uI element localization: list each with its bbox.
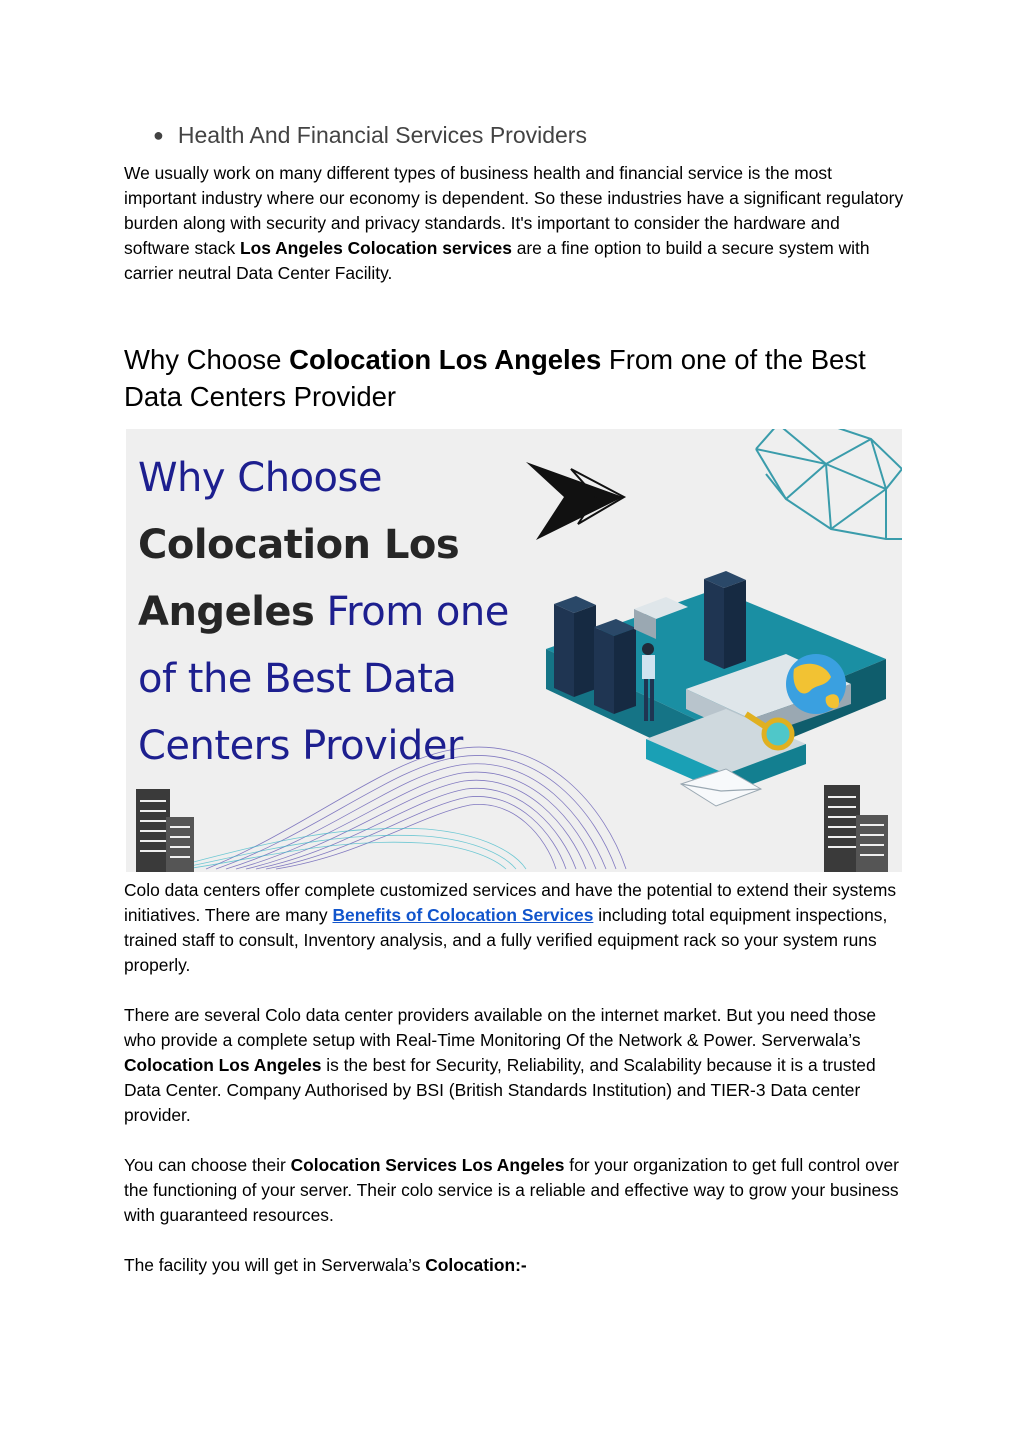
para4-text-end: for your organization to get full control over the functioning of your server. Their colo service is a reliable and effective way to grow your business with guaranteed resources. <box>124 1155 899 1225</box>
paragraph-health-financial <box>124 161 904 286</box>
heading-text: Why Choose <box>124 344 290 375</box>
para1-bold-keyword: Los Angeles Colocation services <box>239 238 512 258</box>
building-icon <box>824 785 888 872</box>
para5-text: The facility you will get in Serverwala’s <box>124 1255 426 1275</box>
para2-text: Colo data centers offer complete customized services and have the potential to extend their systems initiatives. There are many <box>124 880 897 925</box>
bullet-marker: ● <box>153 125 164 145</box>
para4-text: You can choose their <box>124 1155 291 1175</box>
bullet-text: Health And Financial Services Providers <box>177 122 587 148</box>
para4-bold-keyword: Colocation Services Los Angeles <box>290 1155 565 1175</box>
banner-line-2: Colocation Los <box>138 522 460 568</box>
paragraph-colo-benefits <box>124 878 904 978</box>
para3-bold-keyword: Colocation Los Angeles <box>124 1055 322 1075</box>
geodesic-sphere-icon <box>756 429 902 539</box>
banner-line-5: Centers Provider <box>138 723 463 769</box>
section-heading <box>124 341 904 415</box>
heading-bold: Colocation Los Angeles <box>289 344 602 375</box>
para2-text-end: including total equipment inspections, trained staff to consult, Inventory analysis, and a fully verified equipment rack so your system runs properly. <box>124 905 888 975</box>
banner-line-3-bold: Angeles <box>138 589 315 635</box>
banner-line-1: Why Choose <box>138 455 382 501</box>
globe-icon <box>786 654 846 714</box>
banner-image <box>126 429 902 872</box>
banner-line-3 <box>138 579 558 646</box>
paragraph-choose-services <box>124 1153 904 1228</box>
building-icon <box>136 789 194 872</box>
para3-text-end: is the best for Security, Reliability, and Scalability because it is a trusted Data Center. Company Authorised by BSI (British Standards Institution) and TIER-3 Data center provider. <box>124 1055 876 1125</box>
para3-text: There are several Colo data center providers available on the internet market. But you need those who provide a complete setup with Real-Time Monitoring Of the Network & Power. Serverwala’s <box>124 1005 877 1050</box>
benefits-of-colocation-link[interactable]: Benefits of Colocation Services <box>332 905 594 925</box>
heading-text-end: From one of the Best Data Centers Provider <box>124 344 866 412</box>
para5-bold-keyword: Colocation:- <box>425 1255 527 1275</box>
paragraph-providers <box>124 1003 904 1128</box>
banner-title <box>138 445 558 780</box>
paragraph-facility-intro <box>124 1253 904 1278</box>
banner-line-4: of the Best Data <box>138 656 457 702</box>
banner-line-3-rest: From one <box>314 589 509 635</box>
para1-text-end: are a fine option to build a secure system with carrier neutral Data Center Facility. <box>124 238 870 283</box>
para1-text: We usually work on many different types of business health and financial service is the most important industry where our economy is dependent. So these industries have a significant regulatory burden along with security and privacy standards. It's important to consider the hardware and software stack <box>124 163 904 258</box>
bullet-list-item <box>153 122 587 149</box>
